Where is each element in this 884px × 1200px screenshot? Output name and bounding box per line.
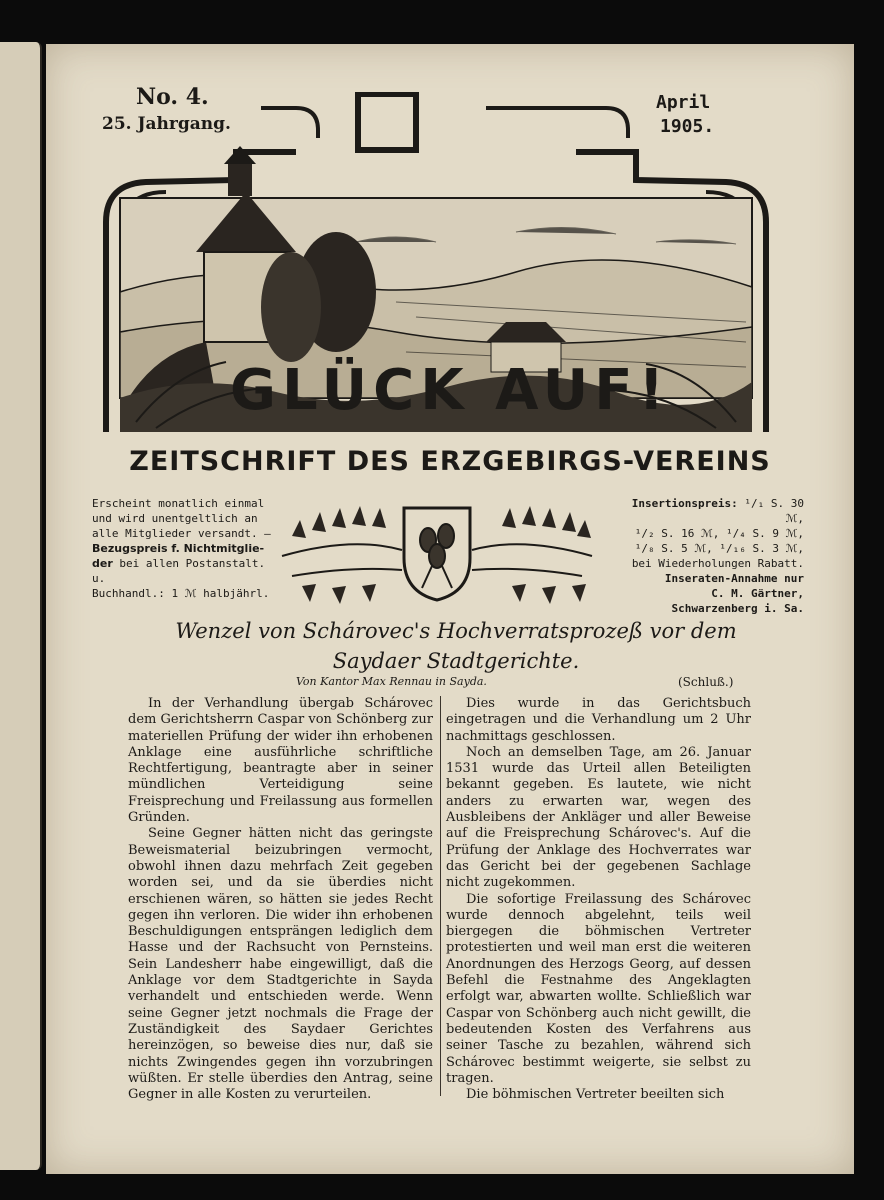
previous-page-edge	[0, 42, 42, 1170]
rate-line: ¹/₂ S. 16 ℳ, ¹/₄ S. 9 ℳ,	[634, 527, 804, 540]
advertising-info	[608, 496, 804, 616]
title-line: Saydaer Stadtgerichte.	[332, 649, 580, 673]
rate-line: ¹/₈ S. 5 ℳ, ¹/₁₆ S. 3 ℳ,	[634, 542, 804, 555]
price-label-cont: der	[92, 557, 113, 570]
article-title	[106, 616, 806, 676]
info-line: und wird unentgeltlich an	[92, 512, 258, 525]
article-column-left	[128, 696, 433, 1103]
coat-of-arms-ornament	[272, 496, 602, 604]
title-line: Wenzel von Schárovec's Hochverratsprozeß vor dem	[175, 619, 737, 643]
article-column-right	[446, 696, 751, 1103]
paragraph: Dies wurde in das Gerichtsbuch eingetragen und die Verhandlung um 2 Uhr nachmittags geschlossen.	[446, 696, 751, 744]
magazine-subtitle: ZEITSCHRIFT DES ERZGEBIRGS-VEREINS	[129, 446, 771, 477]
issue-year: 1905.	[660, 116, 715, 137]
paragraph: Die böhmischen Vertreter beeilten sich	[466, 1087, 725, 1103]
info-line: alle Mitglieder versandt. —	[92, 527, 271, 540]
issue-number: No. 4.	[136, 84, 209, 110]
paragraph: Die sofortige Freilassung des Schárovec wurde dennoch abgelehnt, teils weil biergegen die böhmischen Vertreter protestierten und weil man erst die weiteren Anordnungen des Herzogs Georg, auf dessen Befehl die Festnahme des Angeklagten erfolgt war, abwarten wollte. Schließlich war Caspar von Schönberg auch nicht gewillt, die bedeutenden Kosten des Verfahrens aus seiner Tasche zu bezahlen, während sich Schárovec bestimmt weigerte, sie selbst zu tragen.	[446, 891, 751, 1086]
paragraph: Seine Gegner hätten nicht das geringste Beweismaterial beizubringen vermocht, obwohl ihnen dazu mehrfach Zeit gegeben worden sei, und da sie überdies nicht erschienen wären, so hätten sie jedes Recht gegen ihn verloren. Die wider ihn erhobenen Beschuldigungen entsprängen lediglich dem Hasse und der Rachsucht von Pernsteins. Sein Landesherr habe eingewilligt, daß die Anklage vor dem Stadtgerichte in Sayda verhandelt und entschieden werde. Wenn seine Gegner jetzt nochmals die Frage der Zuständigkeit des Saydaer Gerichtes hereinzögen, so beweise dies nur, daß sie nichts Zwingendes gegen ihn vorzubringen wüßten. Er stelle überdies den Antrag, seine Gegner in alle Kosten zu verurteilen.	[128, 826, 433, 1103]
article-byline: Von Kantor Max Rennau in Sayda.	[296, 675, 487, 688]
insertion-label: Insertionspreis:	[631, 497, 738, 510]
subscription-info	[92, 496, 272, 601]
publisher-city: Schwarzenberg i. Sa.	[671, 602, 804, 615]
issue-month: April	[656, 92, 711, 113]
column-divider	[440, 696, 441, 1096]
info-line: bei allen Postanstalt. u.	[92, 557, 266, 585]
logo-wordmark: GLÜCK AUF!	[230, 358, 670, 423]
continuation-note: (Schluß.)	[678, 675, 734, 689]
info-line: Buchhandl.: 1 ℳ halbjährl.	[92, 587, 270, 600]
paragraph: Noch an demselben Tage, am 26. Januar 1531 wurde das Urteil allen Beteiligten bekannt gegeben. Es lautete, wie nicht anders zu erwarten war, wegen des Ausbleibens der Ankläger und aller Beweise auf die Freisprechung Schárovec's. Auf die Prüfung der Anklage des Hochverrates war das Gericht bei der gegebenen Sachlage nicht zugekommen.	[446, 744, 751, 891]
header-frame-box	[358, 94, 416, 150]
magazine-page	[46, 44, 854, 1174]
paragraph: In der Verhandlung übergab Schárovec dem Gerichtsherrn Caspar von Schönberg zur materiellen Prüfung der wider ihn erhobenen Anklage eine ausführliche schriftliche Rechtfertigung, beantragte aber in seiner mündlichen Verteidigung seine Freisprechung und Freilassung aus formellen Gründen.	[128, 696, 433, 826]
rate-line: ¹/₁ S. 30 ℳ,	[737, 497, 804, 525]
info-line: Erscheint monatlich einmal	[92, 497, 265, 510]
publisher-name: C. M. Gärtner,	[711, 587, 804, 600]
discount-line: bei Wiederholungen Rabatt.	[631, 557, 804, 570]
ads-label: Inseraten-Annahme nur	[664, 572, 804, 585]
price-label: Bezugspreis f. Nichtmitglie-	[92, 542, 265, 555]
volume-label: 25. Jahrgang.	[102, 114, 231, 134]
